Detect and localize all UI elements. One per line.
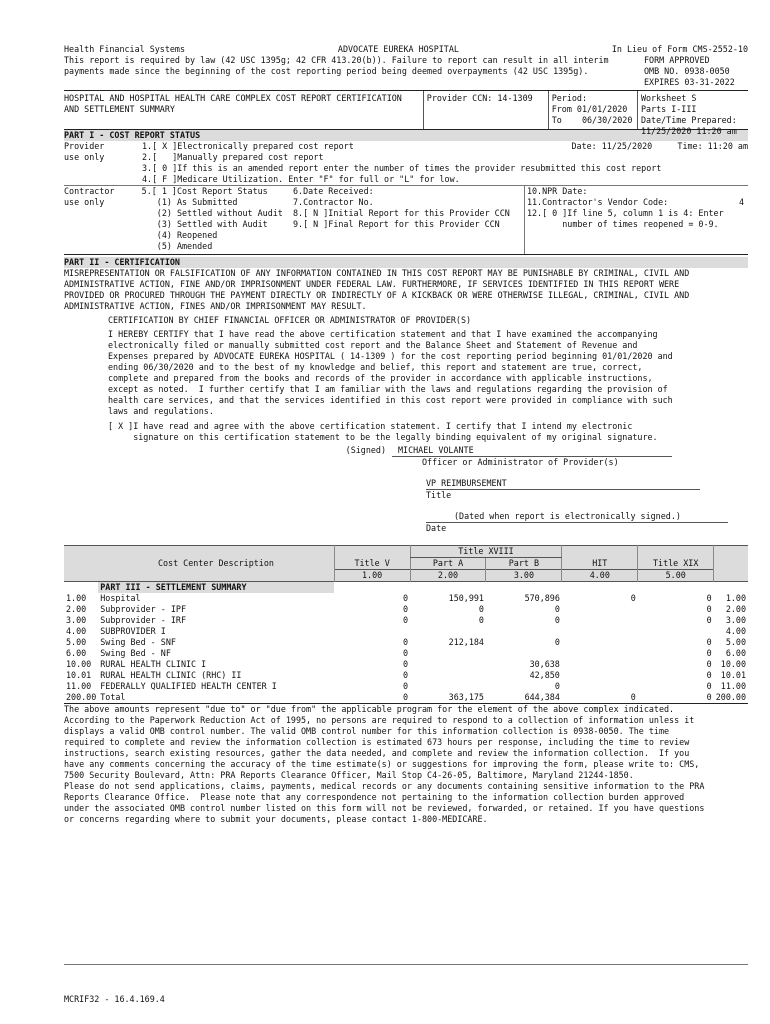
cert-line-2: electronically filed or manually submitted cost report and the Balance Sheet and Statement of Revenue and (108, 340, 638, 350)
paperwork-line: According to the Paperwork Reduction Act of 1995, no persons are required to respond to a collection of information unless it (64, 715, 695, 725)
part-b-value: 30,638 (529, 659, 560, 669)
hit-value (562, 681, 638, 692)
table-row (64, 615, 748, 626)
cost-center-name: Hospital (100, 593, 141, 603)
officer-label: Officer or Administrator of Provider(s) (422, 457, 619, 467)
form-approved: FORM APPROVED (644, 55, 710, 65)
title-xix-value: 0 (706, 670, 712, 680)
provider-name: ADVOCATE EUREKA HOSPITAL (337, 44, 459, 54)
paperwork-line: Please do not send applications, claims, payments, medical records or any documents containing sensitive information to the PRA (64, 781, 705, 791)
electronic-report-check: 1.[ X ]Electronically prepared cost report (142, 141, 354, 151)
cost-report-status: 5.[ 1 ]Cost Report Status (141, 186, 268, 196)
agreement-block (64, 421, 748, 443)
table-row (64, 681, 748, 692)
line-number: 2.00 (66, 604, 87, 614)
cost-center-name: FEDERALLY QUALIFIED HEALTH CENTER I (100, 681, 277, 691)
notice-line-2: payments made since the beginning of the cost reporting period being deemed overpayments (42 USC 1395g). (64, 66, 589, 76)
contractor-use-label-2: use only (64, 197, 105, 207)
title-xix-value: 0 (706, 681, 712, 691)
provider-ccn: Provider CCN: 14-1309 (423, 91, 548, 129)
period-from: From 01/01/2020 (551, 104, 628, 114)
part-a-value (410, 670, 486, 681)
paperwork-notice (64, 715, 748, 825)
software-version: MCRIF32 - 16.4.169.4 (64, 994, 165, 1004)
signed-label: (Signed) (345, 445, 386, 455)
vendor-code-label: 11.Contractor's Vendor Code: (526, 197, 669, 207)
provider-use-section (64, 141, 748, 186)
prepared-datetime: 11/25/2020 11:20 am (640, 126, 737, 136)
status-amended: (5) Amended (141, 241, 213, 251)
part-b-value: 644,384 (524, 692, 560, 702)
title-xix-value: 0 (706, 637, 712, 647)
title-xix-value: 0 (706, 604, 712, 614)
table-row (64, 604, 748, 615)
right-line-number: 6.00 (725, 648, 746, 658)
table-row (64, 692, 748, 703)
title-xix-value: 0 (706, 692, 712, 702)
cert-line-3: Expenses prepared by ADVOCATE EUREKA HOSPITAL ( 14-1309 ) for the cost reporting period beginning 01/01/2020 and (108, 351, 673, 361)
contractor-number: 7.Contractor No. (292, 197, 374, 207)
cost-center-name: Swing Bed - NF (100, 648, 171, 658)
provider-use-label-1: Provider (64, 141, 105, 151)
hit-value: 0 (630, 692, 636, 702)
date-received: 6.Date Received: (292, 186, 374, 196)
cost-center-name: RURAL HEALTH CLINIC I (100, 659, 207, 669)
cost-center-header: Cost Center Description (157, 557, 274, 568)
right-line-number: 1.00 (725, 593, 746, 603)
part-b-header: Part B (486, 558, 562, 570)
cost-report-page (64, 44, 748, 825)
npr-date: 10.NPR Date: (526, 186, 588, 196)
hit-value (562, 648, 638, 659)
line-number: 4.00 (66, 626, 87, 636)
line-number: 10.00 (66, 659, 92, 669)
title-v-value (334, 626, 410, 637)
initial-report: 8.[ N ]Initial Report for this Provider CCN (292, 208, 510, 218)
cost-center-name: Total (100, 692, 126, 702)
title-xix-value (638, 626, 714, 637)
part1-heading: PART I - COST REPORT STATUS (64, 130, 748, 141)
provider-use-label-2: use only (64, 152, 105, 162)
title-signature (64, 478, 748, 501)
form-reference: In Lieu of Form CMS-2552-10 (611, 44, 748, 54)
table-row (64, 670, 748, 681)
part3-heading: PART III - SETTLEMENT SUMMARY (98, 582, 334, 594)
title-xix-value: 0 (706, 648, 712, 658)
title-xix-header: Title XIX (638, 558, 714, 570)
electronic-report-date: Date: 11/25/2020 Time: 11:20 am (571, 141, 748, 151)
manual-report-check: 2.[ ]Manually prepared cost report (142, 152, 324, 162)
title-v-value: 0 (403, 593, 409, 603)
cost-center-name: Swing Bed - SNF (100, 637, 176, 647)
right-line-number: 200.00 (715, 692, 746, 702)
title-v-value: 0 (403, 615, 409, 625)
hit-colnum: 4.00 (562, 570, 638, 582)
warning-line-3: PROVIDED OR PROCURED THROUGH THE PAYMENT DIRECTLY OR INDIRECTLY OF A KICKBACK OR WERE OTHERWISE ILLEGAL, CRIMINAL, CIVIL AND (64, 290, 690, 300)
part-a-colnum: 2.00 (410, 570, 486, 582)
line-number: 11.00 (66, 681, 92, 691)
right-line-number: 2.00 (725, 604, 746, 614)
paperwork-line: 7500 Security Boulevard, Attn: PRA Reports Clearance Officer, Mail Stop C4-26-05, Baltimore, Maryland 21244-1850. (64, 770, 634, 780)
cost-center-name: RURAL HEALTH CLINIC (RHC) II (100, 670, 242, 680)
title-v-value: 0 (403, 604, 409, 614)
notice-line-1: This report is required by law (42 USC 1395g; 42 CFR 413.20(b)). Failure to report can result in all interim (64, 55, 609, 65)
hit-header: HIT (562, 558, 638, 570)
cert-line-4: ending 06/30/2020 and to the best of my knowledge and belief, this report and statement are true, correct, (108, 362, 643, 372)
part-a-value (410, 626, 486, 637)
title-xix-colnum: 5.00 (638, 570, 714, 582)
status-reopened: (4) Reopened (141, 230, 218, 240)
table-row (64, 626, 748, 637)
worksheet-label: Worksheet S (640, 93, 697, 103)
cert-line-5: complete and prepared from the books and records of the provider in accordance with applicable instructions, (108, 373, 653, 383)
right-line-number: 4.00 (725, 626, 746, 636)
warning-line-2: ADMINISTRATIVE ACTION, FINE AND/OR IMPRISONMENT UNDER FEDERAL LAW. FURTHERMORE, IF SERVICES IDENTIFIED IN THIS REPORT WERE (64, 279, 680, 289)
report-title-2: AND SETTLEMENT SUMMARY (64, 104, 175, 114)
paperwork-line: displays a valid OMB control number. The valid OMB control number for this information collection is 0938-0050. The time (64, 726, 670, 736)
parts-label: Parts I-III (640, 104, 697, 114)
part-b-value: 42,850 (529, 670, 560, 680)
line-number: 1.00 (66, 593, 87, 603)
part-a-value: 150,991 (448, 593, 484, 603)
line-number: 5.00 (66, 637, 87, 647)
report-title-1: HOSPITAL AND HOSPITAL HEALTH CARE COMPLEX COST REPORT CERTIFICATION (64, 93, 402, 103)
title-v-value: 0 (403, 681, 409, 691)
report-header (64, 44, 748, 55)
right-line-number: 3.00 (725, 615, 746, 625)
status-settled-with-audit: (3) Settled with Audit (141, 219, 268, 229)
hit-value (562, 670, 638, 681)
prepared-label: Date/Time Prepared: (640, 115, 737, 125)
hit-value (562, 637, 638, 648)
part-b-value (486, 626, 562, 637)
paperwork-line: instructions, search existing resources, gather the data needed, and complete and review the information collection. If you (64, 748, 690, 758)
title-v-value: 0 (403, 659, 409, 669)
period-label: Period: (551, 93, 588, 103)
right-line-number: 10.00 (720, 659, 746, 669)
cert-line-1: I HEREBY CERTIFY that I have read the above certification statement and that I have examined the accompanying (108, 329, 658, 339)
date-signature (64, 511, 748, 534)
part-a-value: 0 (478, 615, 484, 625)
part-b-value: 0 (554, 637, 560, 647)
notice-block (64, 55, 748, 88)
title-v-colnum: 1.00 (334, 570, 410, 582)
table-row (64, 648, 748, 659)
hit-value (562, 626, 638, 637)
paperwork-line: under the associated OMB control number listed on this form will not be reviewed, forwarded, or retained. If you have questions (64, 803, 705, 813)
title-xix-value: 0 (706, 593, 712, 603)
title-label: Title (426, 490, 452, 500)
date-label: Date (426, 523, 447, 533)
paperwork-line: Reports Clearance Office. Please note that any correspondence not pertaining to the information collection burden approved (64, 792, 685, 802)
vendor-code-value: 4 (738, 197, 744, 207)
paperwork-line: or concerns regarding where to submit your documents, please contact 1-800-MEDICARE. (64, 814, 488, 824)
status-settled-without-audit: (2) Settled without Audit (141, 208, 283, 218)
part-b-value: 0 (554, 604, 560, 614)
cert-line-8: laws and regulations. (108, 406, 214, 416)
part-b-value: 0 (554, 615, 560, 625)
part-a-value: 212,184 (448, 637, 484, 647)
part-b-value (486, 648, 562, 659)
part-a-value (410, 659, 486, 670)
title-v-value: 0 (403, 670, 409, 680)
contractor-use-label-1: Contractor (64, 186, 115, 196)
title-v-value: 0 (403, 648, 409, 658)
table-row (64, 593, 748, 604)
hit-value (562, 604, 638, 615)
part-b-value: 570,896 (524, 593, 560, 603)
reopened-count-note: number of times reopened = 0-9. (526, 219, 719, 229)
part2-heading: PART II - CERTIFICATION (64, 257, 748, 268)
right-line-number: 5.00 (725, 637, 746, 647)
certification-title: CERTIFICATION BY CHIEF FINANCIAL OFFICER OR ADMINISTRATOR OF PROVIDER(S) (108, 315, 472, 325)
part-a-value: 363,175 (448, 692, 484, 702)
cost-center-name: Subprovider - IRF (100, 615, 186, 625)
part-b-value: 0 (554, 681, 560, 691)
warning-line-4: ADMINISTRATIVE ACTION, FINES AND/OR IMPRISONMENT MAY RESULT. (64, 301, 367, 311)
certification-body (64, 329, 748, 417)
cost-center-name: SUBPROVIDER I (100, 626, 166, 636)
table-row (64, 637, 748, 648)
dated-note: (Dated when report is electronically signed.) (426, 511, 728, 523)
title-v-value: 0 (403, 637, 409, 647)
system-name: Health Financial Systems (64, 44, 186, 54)
signature-row (64, 445, 748, 468)
part-a-value (410, 681, 486, 692)
medicare-utilization: 4.[ F ]Medicare Utilization. Enter "F" for full or "L" for low. (142, 174, 460, 184)
bottom-rule (64, 964, 748, 965)
contractor-use-section (64, 186, 748, 255)
omb-number: OMB NO. 0938-0050 (644, 66, 730, 76)
title-v-header: Title V (334, 558, 410, 570)
cert-line-7: health care services, and that the services identified in this cost report were provided in compliance with such (108, 395, 673, 405)
cost-center-name: Subprovider - IPF (100, 604, 186, 614)
cert-line-6: except as noted. I further certify that I am familiar with the laws and regulations regarding the provision of (108, 384, 668, 394)
right-line-number: 11.00 (720, 681, 746, 691)
title-xix-value: 0 (706, 659, 712, 669)
title-value: VP REIMBURSEMENT (426, 478, 700, 490)
table-row (64, 659, 748, 670)
hit-value (562, 659, 638, 670)
agreement-line-2: signature on this certification statement to be the legally binding equivalent of my original signature. (108, 432, 658, 442)
title-v-value: 0 (403, 692, 409, 702)
status-as-submitted: (1) As Submitted (141, 197, 238, 207)
settlement-summary-table (64, 545, 748, 703)
line-number: 10.01 (66, 670, 92, 680)
part-b-colnum: 3.00 (486, 570, 562, 582)
title-xix-value: 0 (706, 615, 712, 625)
line-number: 6.00 (66, 648, 87, 658)
paperwork-line: required to complete and review the information collection is estimated 673 hours per response, including the time to review (64, 737, 690, 747)
part-a-value (410, 648, 486, 659)
hit-value (562, 615, 638, 626)
signer-name: MICHAEL VOLANTE (392, 445, 672, 457)
paperwork-line: have any comments concerning the accuracy of the time estimate(s) or suggestions for improving the form, please write to: CMS, (64, 759, 700, 769)
final-report: 9.[ N ]Final Report for this Provider CCN (292, 219, 500, 229)
part-a-header: Part A (410, 558, 486, 570)
line-number: 3.00 (66, 615, 87, 625)
expiration: EXPIRES 03-31-2022 (644, 77, 735, 87)
part-a-value: 0 (478, 604, 484, 614)
amended-count: 3.[ 0 ]If this is an amended report enter the number of times the provider resubmitted this cost report (142, 163, 662, 173)
period-to: To 06/30/2020 (551, 115, 633, 125)
right-line-number: 10.01 (720, 670, 746, 680)
agreement-line-1: [ X ]I have read and agree with the above certification statement. I certify that I intend my electronic (108, 421, 633, 431)
title-xviii-header: Title XVIII (410, 546, 562, 558)
warning-line-1: MISREPRESENTATION OR FALSIFICATION OF ANY INFORMATION CONTAINED IN THIS COST REPORT MAY BE PUNISHABLE BY CRIMINAL, CIVIL AND (64, 268, 690, 278)
hit-value: 0 (630, 593, 636, 603)
reopened-count: 12.[ 0 ]If line 5, column 1 is 4: Enter (526, 208, 724, 218)
settlement-note: The above amounts represent "due to" or "due from" the applicable program for the element of the above complex indicated. (64, 703, 748, 715)
line-number: 200.00 (66, 692, 97, 702)
